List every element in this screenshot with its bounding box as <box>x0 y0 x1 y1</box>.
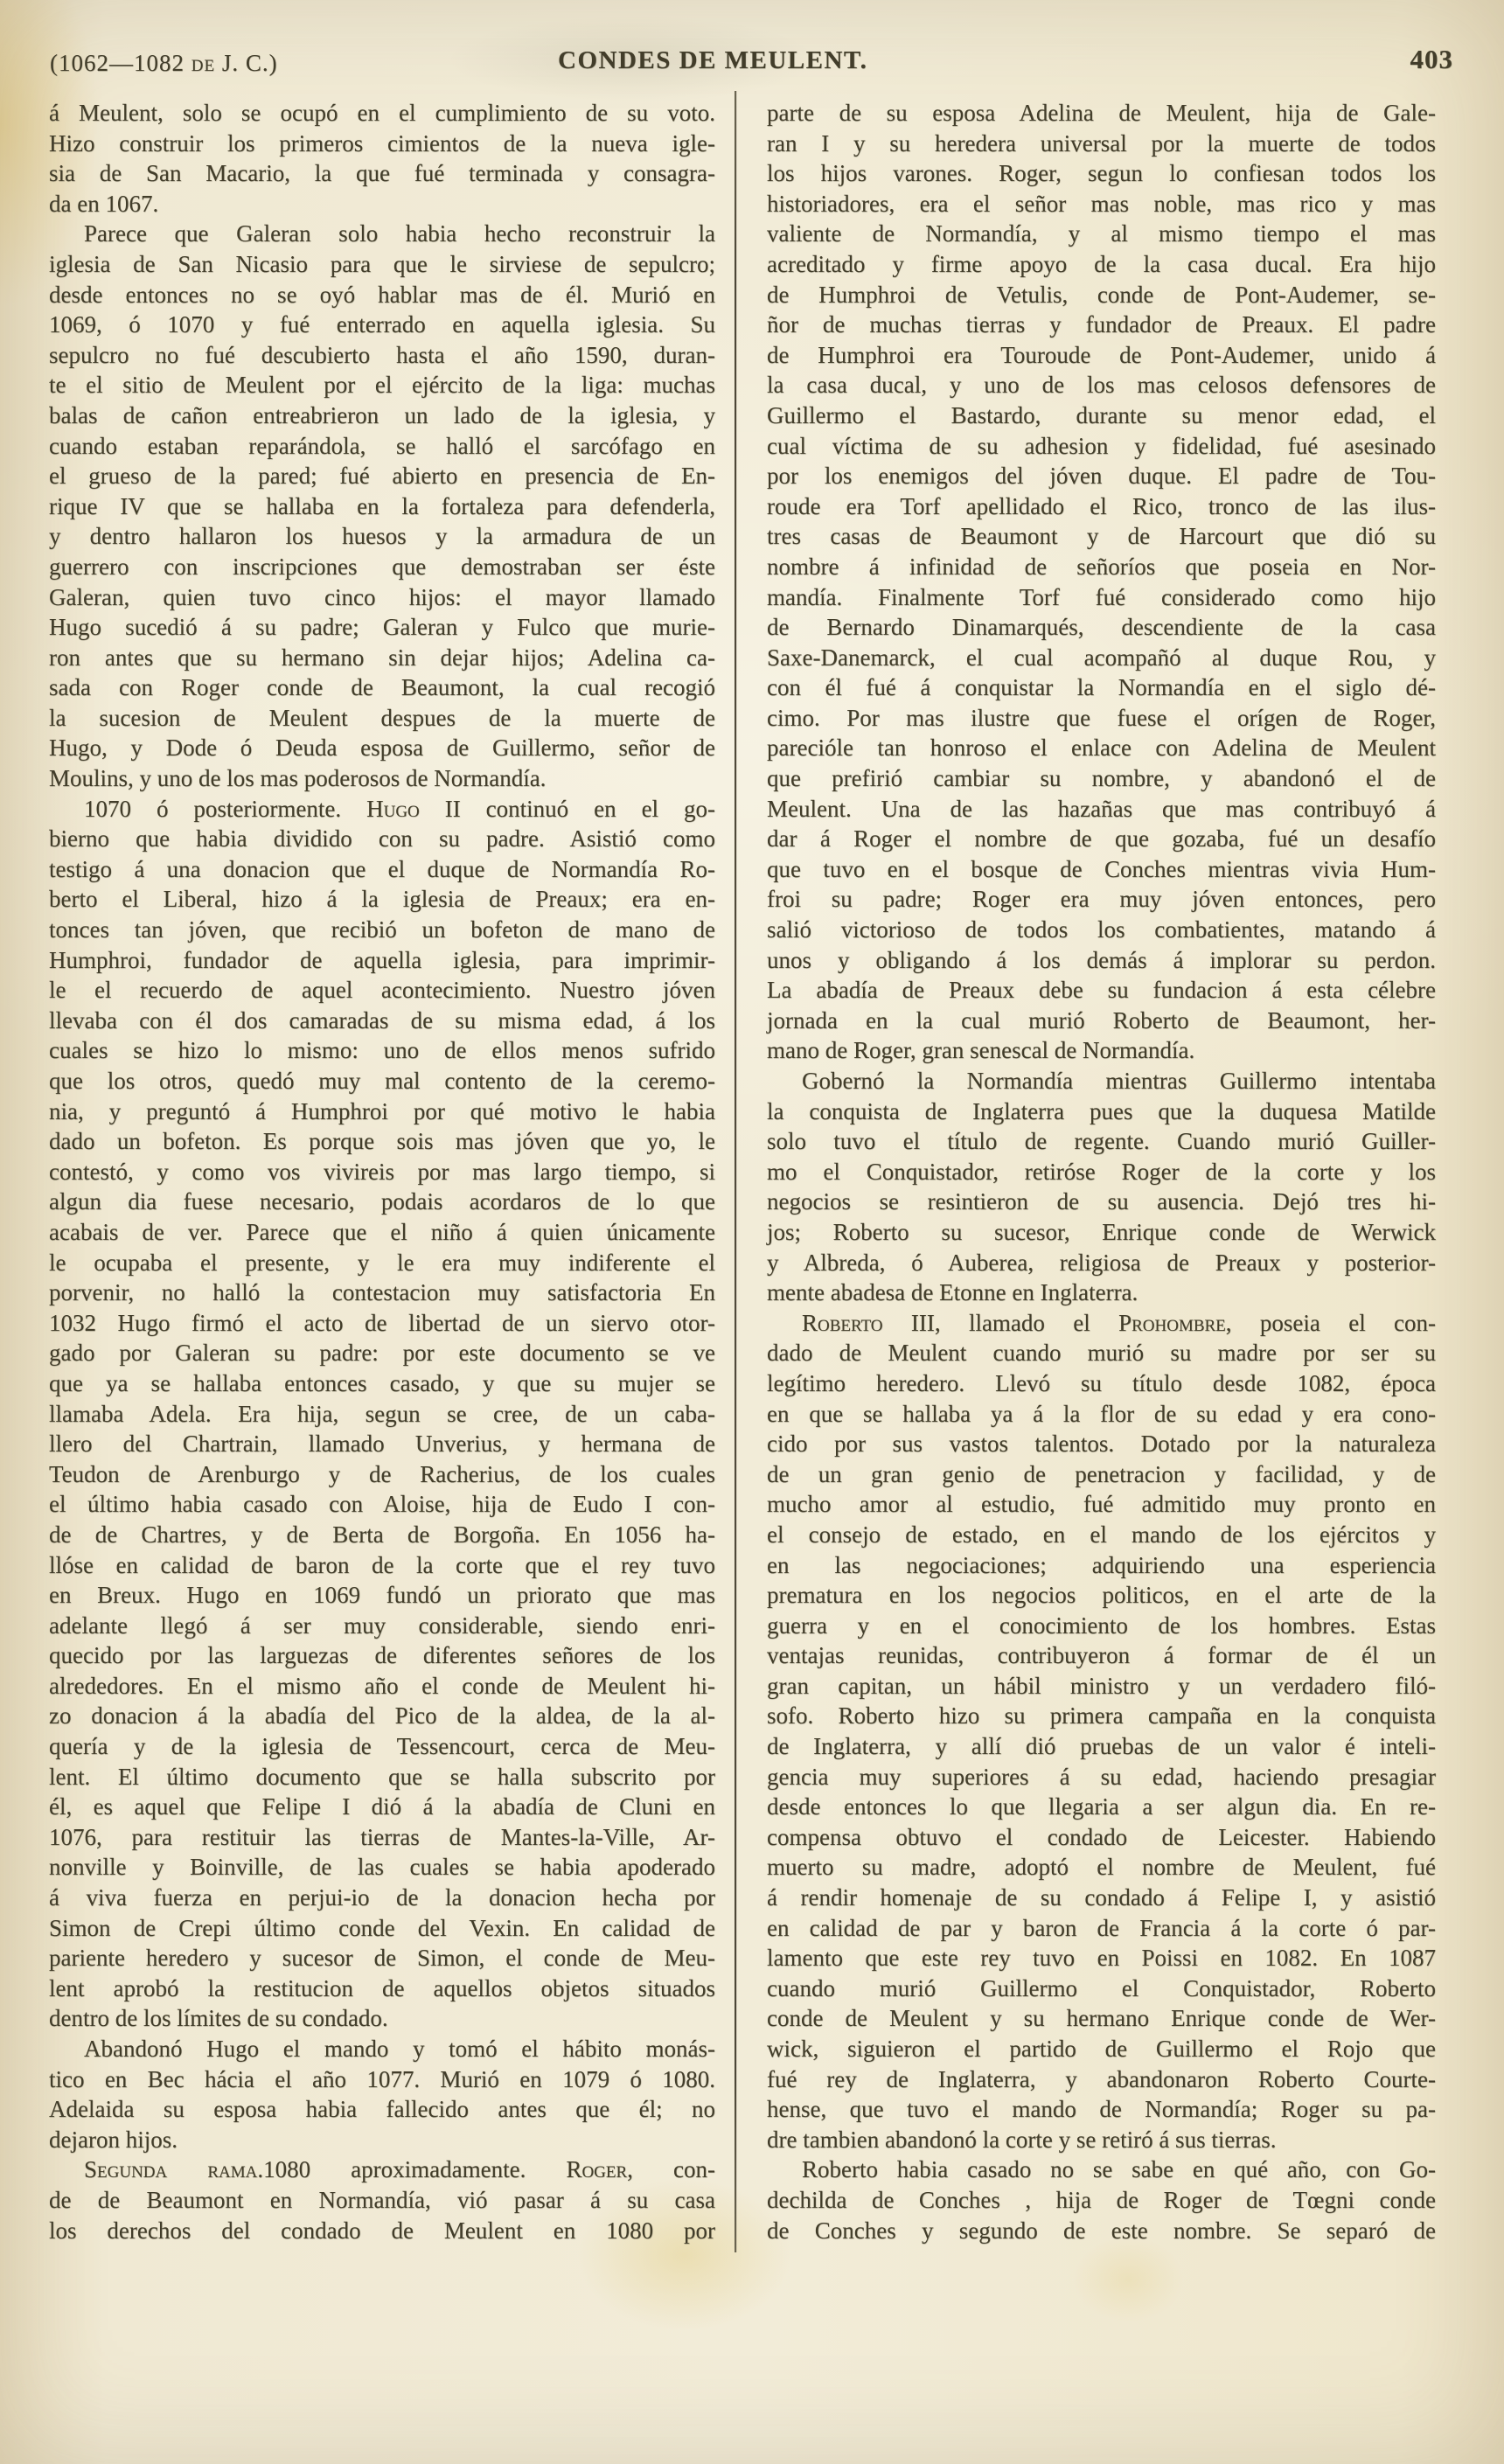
text-line: ñor de muchas tierras y fundador de Preaux. El padre <box>767 311 1436 338</box>
text-line: Gobernó la Normandía mientras Guillermo intentaba <box>802 1068 1436 1094</box>
text-line: dado de Meulent cuando murió su madre por ser su <box>767 1340 1436 1367</box>
text-line: gran capitan, un hábil ministro y un verdadero filó- <box>767 1672 1436 1699</box>
text-line: lent aprobó la restitucion de aquellos objetos situados <box>49 1974 715 2001</box>
text-line: Segunda rama.1080 aproximadamente. Roger, con- <box>84 2156 715 2183</box>
text-line: de de Beaumont en Normandía, vió pasar á su casa <box>49 2186 715 2213</box>
text-line: de un gran genio de penetracion y facilidad, y de <box>767 1460 1436 1487</box>
text-line: por los enemigos del jóven duque. El padre de Tou- <box>767 463 1436 490</box>
text-line: alrededores. En el mismo año el conde de Meulent hi- <box>49 1672 715 1699</box>
text-line: testigo á una donacion que el duque de Normandía Ro- <box>49 855 715 882</box>
text-line: salió victorioso de todos los combatientes, matando á <box>767 916 1436 943</box>
smallcaps-text: Hugo <box>366 795 420 822</box>
text-line: rique IV que se hallaba en la fortaleza para defenderla, <box>49 492 715 519</box>
text-line: froi su padre; Roger era muy jóven entonces, pero <box>767 886 1436 913</box>
text-line: lent. El último documento que se halla subscrito por <box>49 1763 715 1790</box>
text-line: Roberto habia casado no se sabe en qué año, con Go- <box>802 2156 1436 2183</box>
text-line: pariente heredero y sucesor de Simon, el conde de Meu- <box>49 1945 715 1972</box>
text-line: Simon de Crepi último conde del Vexin. En calidad de <box>49 1914 715 1941</box>
text-line: gado por Galeran su padre: por este documento se ve <box>49 1340 715 1367</box>
text-line: mente abadesa de Etonne en Inglaterra. <box>767 1279 1138 1306</box>
text-line: gencia muy superiores á su edad, haciendo presagiar <box>767 1763 1436 1790</box>
text-line: los hijos varones. Roger, segun lo confiesan todos los <box>767 160 1436 187</box>
text-line: 1032 Hugo firmó el acto de libertad de un siervo otor- <box>49 1309 715 1336</box>
text-line: cual víctima de su adhesion y fidelidad, fué asesinado <box>767 432 1436 459</box>
text-line: da en 1067. <box>49 190 159 217</box>
text-line: nia, y preguntó á Humphroi por qué motivo le habia <box>49 1097 715 1124</box>
smallcaps-text: Segunda rama <box>84 2156 258 2183</box>
text-line: cimo. Por mas ilustre que fuese el orígen de Roger, <box>767 704 1436 731</box>
text-line: negocios se resintieron de su ausencia. Dejó tres hi- <box>767 1188 1436 1215</box>
column-divider-rule <box>735 91 736 2252</box>
text-line: el consejo de estado, en el mando de los ejércitos y <box>767 1521 1436 1548</box>
text-line: guerrero con inscripciones que demostraban ser éste <box>49 553 715 580</box>
text-line: Adelaida su esposa habia fallecido antes que él; no <box>49 2096 715 2123</box>
text-line: cuales se hizo lo mismo: uno de ellos menos sufrido <box>49 1037 715 1064</box>
text-line: á Meulent, solo se ocupó en el cumplimiento de su voto. <box>49 100 715 126</box>
text-line: sia de San Macario, la que fué terminada y consagra- <box>49 160 715 187</box>
text-line: ron antes que su hermano sin dejar hijos; Adelina ca- <box>49 644 715 671</box>
text-line: conde de Meulent y su hermano Enrique conde de Wer- <box>767 2005 1436 2032</box>
text-line: la conquista de Inglaterra pues que la duquesa Matilde <box>767 1097 1436 1124</box>
text-line: desde entonces lo que llegaria a ser algun dia. En re- <box>767 1793 1436 1820</box>
text-line: que prefirió cambiar su nombre, y abandonó el de <box>767 765 1436 792</box>
text-line: y Albreda, ó Auberea, religiosa de Preaux y posterior- <box>767 1249 1436 1276</box>
text-line: guerra y en el conocimiento de los hombres. Estas <box>767 1611 1436 1639</box>
text-line: de Humphroi de Vetulis, conde de Pont-Audemer, se- <box>767 281 1436 308</box>
text-line: algun dia fuese necesario, podais acordaros de lo que <box>49 1188 715 1215</box>
text-line: parte de su esposa Adelina de Meulent, hija de Gale- <box>767 100 1436 126</box>
left-column <box>49 98 715 2245</box>
text-line: Galeran, quien tuvo cinco hijos: el mayor llamado <box>49 583 715 610</box>
text-line: Hizo construir los primeros cimientos de la nueva igle- <box>49 129 715 157</box>
text-line: ventajas reunidas, contribuyeron á formar de él un <box>767 1642 1436 1669</box>
text-line: nonville y Boinville, de las cuales se habia apoderado <box>49 1854 715 1881</box>
text-line: quería y de la iglesia de Tessencourt, cerca de Meu- <box>49 1733 715 1760</box>
text-line: prematura en los negocios politicos, en el arte de la <box>767 1582 1436 1609</box>
smallcaps-text: Roger <box>566 2156 628 2183</box>
text-line: mano de Roger, gran senescal de Normandía. <box>767 1037 1195 1064</box>
text-line: Saxe-Danemarck, el cual acompañó al duque Rou, y <box>767 644 1436 671</box>
smallcaps-text: Prohombre <box>1118 1309 1226 1336</box>
text-line: adelante llegó á ser muy considerable, siendo enri- <box>49 1611 715 1639</box>
text-line: Teudon de Arenburgo y de Racherius, de los cuales <box>49 1460 715 1487</box>
text-line: contestó, y como vos vivireis por mas largo tiempo, si <box>49 1158 715 1185</box>
text-line: llero del Chartrain, llamado Unverius, y hermana de <box>49 1430 715 1458</box>
text-line: parecióle tan honroso el enlace con Adelina de Meulent <box>767 734 1436 762</box>
text-line: historiadores, era el señor mas noble, mas rico y mas <box>767 190 1436 217</box>
text-line: de Inglaterra, y allí dió pruebas de un valor é inteli- <box>767 1733 1436 1760</box>
text-line: de Humphroi era Touroude de Pont-Audemer, unido á <box>767 341 1436 368</box>
text-line: balas de cañon entreabrieron un lado de la iglesia, y <box>49 401 715 428</box>
text-line: Guillermo el Bastardo, durante su menor edad, el <box>767 401 1436 428</box>
text-line: tres casas de Beaumont y de Harcourt que dió su <box>767 523 1436 550</box>
text-line: Moulins, y uno de los mas poderosos de Normandía. <box>49 765 547 792</box>
text-line: legítimo heredero. Llevó su título desde 1082, época <box>767 1369 1436 1396</box>
text-line: wick, siguieron el partido de Guillermo el Rojo que <box>767 2036 1436 2062</box>
text-line: cuando murió Guillermo el Conquistador, Roberto <box>767 1974 1436 2001</box>
text-line: que ya se hallaba entonces casado, y que su mujer se <box>49 1369 715 1396</box>
text-line: dejaron hijos. <box>49 2126 178 2153</box>
text-line: á viva fuerza en perjui-io de la donacion hecha por <box>49 1884 715 1911</box>
text-line: con él fué á conquistar la Normandía en el siglo dé- <box>767 674 1436 701</box>
text-line: te el sitio de Meulent por el ejército de la liga: muchas <box>49 372 715 399</box>
text-line: mandía. Finalmente Torf fué considerado como hijo <box>767 583 1436 610</box>
text-line: 1070 ó posteriormente. Hugo II continuó en el go- <box>84 795 715 822</box>
text-line: sada con Roger conde de Beaumont, la cual recogió <box>49 674 715 701</box>
text-line: valiente de Normandía, y al mismo tiempo el mas <box>767 220 1436 247</box>
text-line: dentro de los límites de su condado. <box>49 2005 388 2032</box>
text-line: mucho amor al estudio, fué admitido muy pronto en <box>767 1491 1436 1518</box>
text-line: y dentro hallaron los huesos y la armadura de un <box>49 523 715 550</box>
text-line: sofo. Roberto hizo su primera campaña en la conquista <box>767 1702 1436 1730</box>
text-line: la casa ducal, y uno de los mas celosos defensores de <box>767 372 1436 399</box>
text-line: los derechos del condado de Meulent en 1080 por <box>49 2217 715 2244</box>
text-line: de de Chartres, y de Berta de Borgoña. En 1056 ha- <box>49 1521 715 1548</box>
text-line: lamento que este rey tuvo en Poissi en 1082. En 1087 <box>767 1945 1436 1972</box>
header-date-range: (1062—1082 de J. C.) <box>50 50 278 76</box>
text-line: iglesia de San Nicasio para que le sirviese de sepulcro; <box>49 250 715 277</box>
text-line: en calidad de par y baron de Francia á la corte ó par- <box>767 1914 1436 1941</box>
text-line: Meulent. Una de las hazañas que mas contribuyó á <box>767 795 1436 822</box>
text-line: porvenir, no halló la contestacion muy satisfactoria En <box>49 1279 715 1306</box>
text-line: llóse en calidad de baron de la corte que el rey tuvo <box>49 1551 715 1578</box>
text-line: cido por sus vastos talentos. Dotado por la naturaleza <box>767 1430 1436 1458</box>
text-line: de Bernardo Dinamarqués, descendiente de la casa <box>767 614 1436 641</box>
text-line: berto el Liberal, hizo á la iglesia de Preaux; era en- <box>49 886 715 913</box>
text-line: llamaba Adela. Era hija, segun se cree, de un caba- <box>49 1400 715 1427</box>
text-line: cuando estaban reparándola, se halló el sarcófago en <box>49 432 715 459</box>
page-number: 403 <box>1410 44 1453 74</box>
text-line: quecido por las larguezas de diferentes señores de los <box>49 1642 715 1669</box>
text-line: nombre á infinidad de señoríos que poseia en Nor- <box>767 553 1436 580</box>
text-line: acreditado y firme apoyo de la casa ducal. Era hijo <box>767 250 1436 277</box>
text-line: jos; Roberto su sucesor, Enrique conde de Werwick <box>767 1218 1436 1245</box>
text-line: La abadía de Preaux debe su fundacion á esta célebre <box>767 977 1436 1004</box>
text-line: roude era Torf apellidado el Rico, tronco de las ilus- <box>767 492 1436 519</box>
text-line: dado un bofeton. Es porque sois mas jóven que yo, le <box>49 1128 715 1155</box>
text-line: dechilda de Conches , hija de Roger de Tœgni conde <box>767 2186 1436 2213</box>
text-line: fué rey de Inglaterra, y abandonaron Roberto Courte- <box>767 2065 1436 2092</box>
text-line: que los otros, quedó muy mal contento de la ceremo- <box>49 1068 715 1094</box>
text-line: zo donacion á la abadía del Pico de la aldea, de la al- <box>49 1702 715 1730</box>
text-line: á rendir homenaje de su condado á Felipe I, y asistió <box>767 1884 1436 1911</box>
text-line: que tuvo en el bosque de Conches mientras vivia Hum- <box>767 855 1436 882</box>
text-line: mo el Conquistador, retiróse Roger de la corte y los <box>767 1158 1436 1185</box>
text-line: solo tuvo el título de regente. Cuando murió Guiller- <box>767 1128 1436 1155</box>
text-line: en las negociaciones; adquiriendo una esperiencia <box>767 1551 1436 1578</box>
right-column <box>767 98 1436 2245</box>
text-line: 1069, ó 1070 y fué enterrado en aquella iglesia. Su <box>49 311 715 338</box>
text-line: desde entonces no se oyó hablar mas de él. Murió en <box>49 281 715 308</box>
text-line: compensa obtuvo el condado de Leicester. Habiendo <box>767 1823 1436 1850</box>
text-line: 1076, para restituir las tierras de Mantes-la-Ville, Ar- <box>49 1823 715 1850</box>
text-line: él, es aquel que Felipe I dió á la abadía de Cluni en <box>49 1793 715 1820</box>
text-line: unos y obligando á los demás á implorar su perdon. <box>767 946 1436 973</box>
text-line: dre tambien abandonó la corte y se retiró á sus tierras. <box>767 2126 1277 2153</box>
text-line: Hugo sucedió á su padre; Galeran y Fulco que murie- <box>49 614 715 641</box>
text-line: hense, que tuvo el mando de Normandía; Roger su pa- <box>767 2096 1436 2123</box>
text-line: le el recuerdo de aquel acontecimiento. Nuestro jóven <box>49 977 715 1004</box>
text-line: jornada en la cual murió Roberto de Beaumont, her- <box>767 1006 1436 1034</box>
smallcaps-text: Roberto <box>802 1309 883 1336</box>
text-line: en que se hallaba ya á la flor de su edad y era cono- <box>767 1400 1436 1427</box>
text-line: Humphroi, fundador de aquella iglesia, para imprimir- <box>49 946 715 973</box>
text-line: en Breux. Hugo en 1069 fundó un priorato que mas <box>49 1582 715 1609</box>
text-line: llevaba con él dos camaradas de su misma edad, á los <box>49 1006 715 1034</box>
page-title: CONDES DE MEULENT. <box>558 46 868 74</box>
text-line: tonces tan jóven, que recibió un bofeton de mano de <box>49 916 715 943</box>
text-line: bierno que habia dividido con su padre. Asistió como <box>49 825 715 853</box>
text-line: le ocupaba el presente, y le era muy indiferente el <box>49 1249 715 1276</box>
text-line: dar á Roger el nombre de que gozaba, fué un desafío <box>767 825 1436 853</box>
text-line: Abandonó Hugo el mando y tomó el hábito monás- <box>84 2036 715 2062</box>
text-line: la sucesion de Meulent despues de la muerte de <box>49 704 715 731</box>
text-line: muerto su madre, adoptó el nombre de Meulent, fué <box>767 1854 1436 1881</box>
text-line: Roberto III, llamado el Prohombre, poseia el con- <box>802 1309 1437 1336</box>
text-line: tico en Bec hácia el año 1077. Murió en 1079 ó 1080. <box>49 2065 715 2092</box>
text-line: ran I y su heredera universal por la muerte de todos <box>767 129 1436 157</box>
text-line: Hugo, y Dode ó Deuda esposa de Guillermo, señor de <box>49 734 715 762</box>
text-line: acabais de ver. Parece que el niño á quien únicamente <box>49 1218 715 1245</box>
text-line: sepulcro no fué descubierto hasta el año 1590, duran- <box>49 341 715 368</box>
text-line: el último habia casado con Aloise, hija de Eudo I con- <box>49 1491 715 1518</box>
text-line: el grueso de la pared; fué abierto en presencia de En- <box>49 463 715 490</box>
text-line: de Conches y segundo de este nombre. Se separó de <box>767 2217 1436 2244</box>
text-line: Parece que Galeran solo habia hecho reconstruir la <box>84 220 715 247</box>
